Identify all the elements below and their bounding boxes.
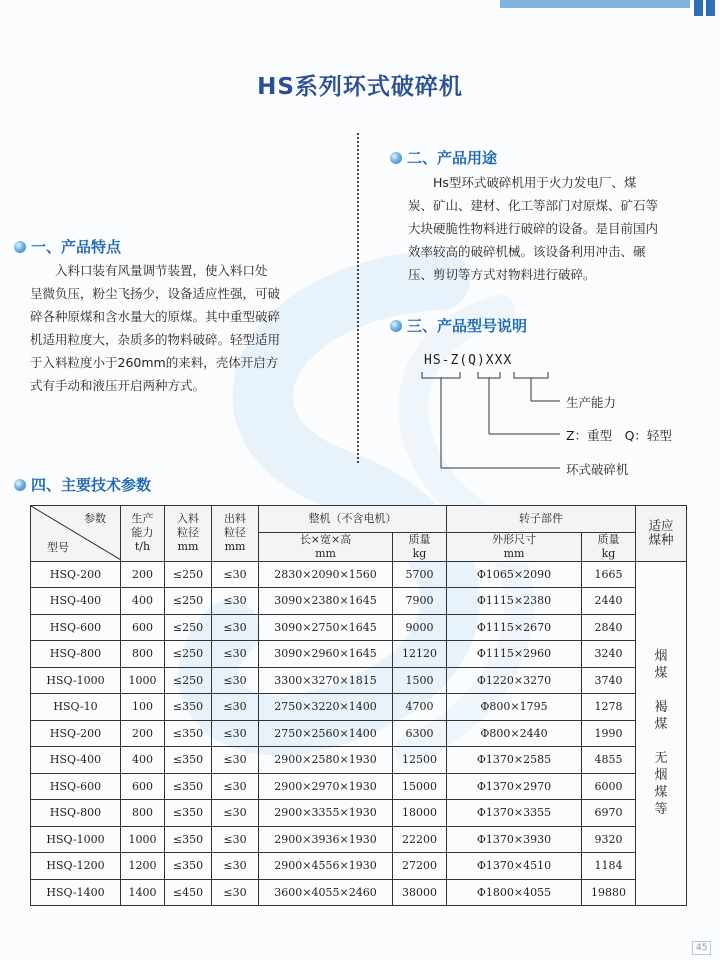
cell-rotor-mass: 2840 bbox=[582, 614, 636, 641]
cell-output-size: ≤30 bbox=[212, 614, 259, 641]
cell-feed-size: ≤250 bbox=[165, 588, 212, 615]
cell-dimensions: 2900×2970×1930 bbox=[259, 773, 393, 800]
cell-capacity: 800 bbox=[121, 800, 165, 827]
coal-type-char: 烟 bbox=[654, 768, 668, 784]
coal-type-char: 等 bbox=[654, 802, 668, 818]
cell-mass: 12500 bbox=[393, 747, 447, 774]
cell-rotor-dimensions: Φ1370×2585 bbox=[447, 747, 582, 774]
table-row bbox=[31, 641, 687, 668]
cell-feed-size: ≤250 bbox=[165, 561, 212, 588]
model-heading bbox=[390, 315, 527, 336]
table-row bbox=[31, 588, 687, 615]
coal-type-char: 煤 bbox=[654, 717, 668, 733]
cell-feed-size: ≤250 bbox=[165, 667, 212, 694]
header-mass: 质量 kg bbox=[393, 532, 447, 561]
cell-mass: 6300 bbox=[393, 720, 447, 747]
cell-model: HSQ-400 bbox=[31, 588, 121, 615]
cell-rotor-dimensions: Φ800×2440 bbox=[447, 720, 582, 747]
header-dimensions: 长×宽×高 mm bbox=[259, 532, 393, 561]
cell-rotor-mass: 1278 bbox=[582, 694, 636, 721]
coal-type-char bbox=[636, 682, 686, 699]
text-line: 炭、矿山、建材、化工等部门对原煤、矿石等 bbox=[408, 198, 659, 213]
model-anno-series: 环式破碎机 bbox=[566, 462, 629, 477]
coal-type-char: 褐 bbox=[654, 700, 668, 716]
cell-feed-size: ≤350 bbox=[165, 747, 212, 774]
coal-type-char: 煤 bbox=[654, 666, 668, 682]
cell-dimensions: 3090×2380×1645 bbox=[259, 588, 393, 615]
text-line: 压、剪切等方式对物料进行破碎。 bbox=[408, 267, 596, 282]
cell-output-size: ≤30 bbox=[212, 641, 259, 668]
cell-dimensions: 2750×2560×1400 bbox=[259, 720, 393, 747]
cell-model: HSQ-400 bbox=[31, 747, 121, 774]
cell-dimensions: 2830×2090×1560 bbox=[259, 561, 393, 588]
cell-mass: 9000 bbox=[393, 614, 447, 641]
header-param: 参数 bbox=[84, 512, 106, 525]
cell-mass: 18000 bbox=[393, 800, 447, 827]
cell-rotor-mass: 2440 bbox=[582, 588, 636, 615]
model-anno-capacity: 生产能力 bbox=[566, 395, 617, 410]
cell-model: HSQ-600 bbox=[31, 614, 121, 641]
cell-dimensions: 2900×4556×1930 bbox=[259, 853, 393, 880]
text-line: 大块硬脆性物料进行破碎的设备。是目前国内 bbox=[408, 221, 659, 236]
cell-output-size: ≤30 bbox=[212, 826, 259, 853]
table-row bbox=[31, 853, 687, 880]
cell-mass: 5700 bbox=[393, 561, 447, 588]
cell-model: HSQ-1000 bbox=[31, 667, 121, 694]
header-model: 型号 bbox=[47, 540, 69, 554]
cell-output-size: ≤30 bbox=[212, 667, 259, 694]
model-anno-type: Z：重型 Q：轻型 bbox=[566, 428, 672, 443]
features-heading bbox=[14, 236, 121, 257]
cell-capacity: 1400 bbox=[121, 879, 165, 906]
uses-heading-text: 二、产品用途 bbox=[407, 149, 498, 167]
cell-mass: 4700 bbox=[393, 694, 447, 721]
coal-type-char: 无 bbox=[654, 751, 668, 767]
corner-block bbox=[694, 0, 703, 16]
cell-output-size: ≤30 bbox=[212, 853, 259, 880]
cell-mass: 1500 bbox=[393, 667, 447, 694]
cell-capacity: 1000 bbox=[121, 667, 165, 694]
cell-rotor-dimensions: Φ1370×3355 bbox=[447, 800, 582, 827]
cell-dimensions: 3090×2750×1645 bbox=[259, 614, 393, 641]
cell-rotor-dimensions: Φ1115×2380 bbox=[447, 588, 582, 615]
header-coal-type: 适应 煤种 bbox=[636, 506, 687, 562]
cell-feed-size: ≤250 bbox=[165, 614, 212, 641]
cell-model: HSQ-600 bbox=[31, 773, 121, 800]
cell-dimensions: 2900×3355×1930 bbox=[259, 800, 393, 827]
diagonal-line bbox=[31, 506, 121, 560]
header-capacity: 生产 能力 t/h bbox=[121, 506, 165, 562]
model-code: HS-Z(Q)XXX bbox=[424, 353, 513, 368]
text-line: 呈微负压，粉尘飞扬少，设备适应性强，可破 bbox=[30, 286, 281, 301]
page-number: 45 bbox=[692, 941, 711, 955]
text-line: Hs型环式破碎机用于火力发电厂、煤 bbox=[433, 175, 637, 190]
text-line: 机适用粒度大，杂质多的物料破碎。轻型适用 bbox=[30, 332, 281, 347]
features-text bbox=[30, 259, 322, 397]
header-diagonal-cell bbox=[31, 506, 121, 562]
cell-feed-size: ≤350 bbox=[165, 800, 212, 827]
cell-capacity: 200 bbox=[121, 720, 165, 747]
header-rotor-mass: 质量 kg bbox=[582, 532, 636, 561]
params-heading-text: 四、主要技术参数 bbox=[31, 476, 152, 494]
table-row bbox=[31, 826, 687, 853]
cell-feed-size: ≤350 bbox=[165, 853, 212, 880]
cell-output-size: ≤30 bbox=[212, 720, 259, 747]
tech-params-table bbox=[30, 505, 687, 906]
cell-rotor-dimensions: Φ1800×4055 bbox=[447, 879, 582, 906]
model-heading-text: 三、产品型号说明 bbox=[407, 317, 528, 335]
cell-mass: 27200 bbox=[393, 853, 447, 880]
bullet-icon bbox=[14, 241, 26, 253]
text-line: 式有手动和液压开启两种方式。 bbox=[30, 378, 206, 393]
table-body bbox=[31, 561, 687, 906]
cell-capacity: 600 bbox=[121, 614, 165, 641]
coal-type-char: 烟 bbox=[654, 649, 668, 665]
header-machine: 整机（不含电机） bbox=[259, 506, 447, 533]
table-row bbox=[31, 720, 687, 747]
table-row bbox=[31, 773, 687, 800]
cell-dimensions: 2750×3220×1400 bbox=[259, 694, 393, 721]
cell-model: HSQ-1200 bbox=[31, 853, 121, 880]
cell-rotor-mass: 1990 bbox=[582, 720, 636, 747]
cell-rotor-dimensions: Φ1115×2670 bbox=[447, 614, 582, 641]
cell-rotor-mass: 9320 bbox=[582, 826, 636, 853]
cell-output-size: ≤30 bbox=[212, 747, 259, 774]
cell-rotor-mass: 6970 bbox=[582, 800, 636, 827]
text-line: 于入料粒度小于260mm的来料，壳体开启方 bbox=[30, 355, 279, 370]
header-output-size: 出料 粒径 mm bbox=[212, 506, 259, 562]
table-row bbox=[31, 561, 687, 588]
cell-rotor-dimensions: Φ1370×4510 bbox=[447, 853, 582, 880]
column-divider bbox=[357, 133, 359, 463]
cell-capacity: 400 bbox=[121, 588, 165, 615]
cell-output-size: ≤30 bbox=[212, 800, 259, 827]
corner-block bbox=[706, 0, 715, 16]
table-row bbox=[31, 614, 687, 641]
cell-model: HSQ-200 bbox=[31, 561, 121, 588]
cell-rotor-dimensions: Φ1370×2970 bbox=[447, 773, 582, 800]
page-title: HS系列环式破碎机 bbox=[257, 74, 463, 100]
bullet-icon bbox=[390, 320, 402, 332]
uses-text bbox=[408, 171, 690, 286]
cell-mass: 12120 bbox=[393, 641, 447, 668]
cell-feed-size: ≤250 bbox=[165, 641, 212, 668]
cell-rotor-dimensions: Φ1370×3930 bbox=[447, 826, 582, 853]
cell-rotor-mass: 1665 bbox=[582, 561, 636, 588]
cell-model: HSQ-800 bbox=[31, 800, 121, 827]
cell-rotor-mass: 4855 bbox=[582, 747, 636, 774]
cell-mass: 22200 bbox=[393, 826, 447, 853]
cell-rotor-mass: 3740 bbox=[582, 667, 636, 694]
cell-rotor-dimensions: Φ1065×2090 bbox=[447, 561, 582, 588]
table-row bbox=[31, 800, 687, 827]
header-feed-size: 入料 粒径 mm bbox=[165, 506, 212, 562]
cell-dimensions: 3600×4055×2460 bbox=[259, 879, 393, 906]
coal-type-char bbox=[636, 733, 686, 750]
cell-output-size: ≤30 bbox=[212, 879, 259, 906]
cell-coal-type bbox=[636, 561, 687, 906]
cell-dimensions: 3300×3270×1815 bbox=[259, 667, 393, 694]
cell-dimensions: 2900×2580×1930 bbox=[259, 747, 393, 774]
table-row bbox=[31, 667, 687, 694]
model-diagram-lines bbox=[420, 370, 580, 478]
cell-capacity: 1200 bbox=[121, 853, 165, 880]
cell-feed-size: ≤350 bbox=[165, 720, 212, 747]
text-line: 入料口装有风量调节装置，使入料口处 bbox=[55, 263, 268, 278]
cell-capacity: 400 bbox=[121, 747, 165, 774]
text-line: 效率较高的破碎机械。该设备利用冲击、碾 bbox=[408, 244, 646, 259]
cell-output-size: ≤30 bbox=[212, 561, 259, 588]
table-row bbox=[31, 879, 687, 906]
features-heading-text: 一、产品特点 bbox=[31, 238, 122, 256]
uses-heading bbox=[390, 147, 497, 168]
bullet-icon bbox=[14, 479, 26, 491]
cell-model: HSQ-10 bbox=[31, 694, 121, 721]
cell-rotor-mass: 6000 bbox=[582, 773, 636, 800]
params-heading bbox=[14, 474, 151, 495]
cell-mass: 7900 bbox=[393, 588, 447, 615]
bullet-icon bbox=[390, 152, 402, 164]
cell-output-size: ≤30 bbox=[212, 588, 259, 615]
cell-feed-size: ≤450 bbox=[165, 879, 212, 906]
cell-feed-size: ≤350 bbox=[165, 773, 212, 800]
cell-capacity: 600 bbox=[121, 773, 165, 800]
table-row bbox=[31, 694, 687, 721]
cell-capacity: 200 bbox=[121, 561, 165, 588]
cell-model: HSQ-1400 bbox=[31, 879, 121, 906]
cell-rotor-mass: 1184 bbox=[582, 853, 636, 880]
cell-dimensions: 2900×3936×1930 bbox=[259, 826, 393, 853]
cell-output-size: ≤30 bbox=[212, 694, 259, 721]
cell-model: HSQ-200 bbox=[31, 720, 121, 747]
cell-mass: 38000 bbox=[393, 879, 447, 906]
cell-mass: 15000 bbox=[393, 773, 447, 800]
cell-dimensions: 3090×2960×1645 bbox=[259, 641, 393, 668]
cell-output-size: ≤30 bbox=[212, 773, 259, 800]
table-row bbox=[31, 747, 687, 774]
cell-rotor-dimensions: Φ1115×2960 bbox=[447, 641, 582, 668]
cell-capacity: 800 bbox=[121, 641, 165, 668]
header-rotor-dimensions: 外形尺寸 mm bbox=[447, 532, 582, 561]
cell-capacity: 100 bbox=[121, 694, 165, 721]
cell-rotor-dimensions: Φ800×1795 bbox=[447, 694, 582, 721]
text-line: 碎各种原煤和含水量大的原煤。其中重型破碎 bbox=[30, 309, 281, 324]
cell-feed-size: ≤350 bbox=[165, 826, 212, 853]
cell-model: HSQ-1000 bbox=[31, 826, 121, 853]
cell-rotor-mass: 3240 bbox=[582, 641, 636, 668]
cell-rotor-mass: 19880 bbox=[582, 879, 636, 906]
top-decor-bar bbox=[500, 0, 690, 8]
cell-rotor-dimensions: Φ1220×3270 bbox=[447, 667, 582, 694]
cell-feed-size: ≤350 bbox=[165, 694, 212, 721]
header-rotor: 转子部件 bbox=[447, 506, 636, 533]
coal-type-char: 煤 bbox=[654, 785, 668, 801]
cell-capacity: 1000 bbox=[121, 826, 165, 853]
cell-model: HSQ-800 bbox=[31, 641, 121, 668]
